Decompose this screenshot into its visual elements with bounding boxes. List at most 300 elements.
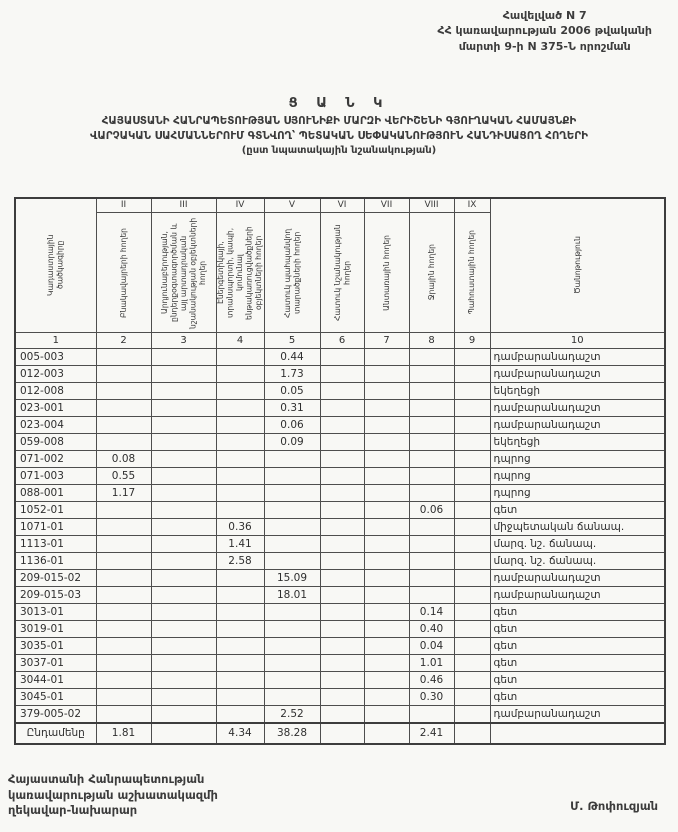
cell-value xyxy=(264,689,320,706)
column-index: 2 xyxy=(96,333,151,349)
cell-value xyxy=(320,604,364,621)
column-header-settlement-lands xyxy=(96,198,151,333)
cell-value xyxy=(151,383,216,400)
table-row xyxy=(15,638,665,655)
column-index: 4 xyxy=(216,333,264,349)
cell-value xyxy=(216,451,264,468)
cell-value xyxy=(264,553,320,570)
cell-value xyxy=(216,689,264,706)
cell-note: եկեղեցի xyxy=(490,383,665,400)
table-row xyxy=(15,417,665,434)
cell-value xyxy=(454,570,490,587)
cell-value xyxy=(409,451,454,468)
column-label: Անտառային հողեր xyxy=(381,234,391,311)
cell-value xyxy=(454,604,490,621)
cell-note: դամբարանադաշտ xyxy=(490,570,665,587)
cell-value xyxy=(96,689,151,706)
cell-value xyxy=(264,672,320,689)
cell-value xyxy=(96,519,151,536)
cell-value xyxy=(96,621,151,638)
cell-cadastral-code: 3019-01 xyxy=(15,621,96,638)
cell-note: դամբարանադաշտ xyxy=(490,349,665,366)
table-row xyxy=(15,502,665,519)
cell-cadastral-code: 023-004 xyxy=(15,417,96,434)
cell-cadastral-code: 3037-01 xyxy=(15,655,96,672)
column-index: 7 xyxy=(364,333,409,349)
table-row xyxy=(15,570,665,587)
cell-value xyxy=(151,519,216,536)
cell-value xyxy=(364,570,409,587)
cell-value: 1.41 xyxy=(216,536,264,553)
authority-line: Հայաստանի Հանրապետության xyxy=(8,772,205,786)
cell-value xyxy=(151,434,216,451)
column-header-note xyxy=(490,198,665,333)
column-label: Ծանոթություն xyxy=(572,236,582,294)
cell-value xyxy=(96,706,151,724)
annex-line: մարտի 9-ի N 375-Ն որոշման xyxy=(458,39,631,53)
cell-value xyxy=(454,621,490,638)
land-table-wrapper xyxy=(14,197,666,745)
cell-value xyxy=(320,672,364,689)
cell-note: դպրոց xyxy=(490,485,665,502)
cell-value xyxy=(364,400,409,417)
cell-value xyxy=(96,604,151,621)
cell-value xyxy=(151,485,216,502)
cell-value xyxy=(320,502,364,519)
cell-value xyxy=(151,502,216,519)
table-row xyxy=(15,553,665,570)
cell-value xyxy=(216,672,264,689)
cell-value xyxy=(454,468,490,485)
column-label: Արդյունաբերության, ընդերքօգտագործման և այլ արտադրական նշանակության օբյեկտների հողեր xyxy=(159,216,207,329)
subtitle-line: ՀԱՅԱՍՏԱՆԻ ՀԱՆՐԱՊԵՏՈՒԹՅԱՆ ՍՅՈՒՆԻՔԻ ՄԱՐԶԻ ՎԵՐԻՇԵՆԻ ԳՅՈՒՂԱԿԱՆ ՀԱՄԱՅՆՔԻ xyxy=(101,115,577,127)
cell-value xyxy=(409,400,454,417)
cell-value xyxy=(409,706,454,724)
cell-value xyxy=(454,383,490,400)
cell-value xyxy=(454,485,490,502)
cell-value xyxy=(454,417,490,434)
cell-cadastral-code: 3035-01 xyxy=(15,638,96,655)
table-row xyxy=(15,383,665,400)
table-row xyxy=(15,689,665,706)
cell-value xyxy=(216,400,264,417)
column-index: 1 xyxy=(15,333,96,349)
cell-value: 2.52 xyxy=(264,706,320,724)
land-category-table xyxy=(14,197,666,745)
cell-value xyxy=(96,587,151,604)
cell-note: գետ xyxy=(490,621,665,638)
table-row xyxy=(15,519,665,536)
column-label: Պահուստային հողեր xyxy=(467,230,477,315)
cell-value xyxy=(364,383,409,400)
cell-value xyxy=(364,689,409,706)
cell-value xyxy=(454,451,490,468)
cell-value xyxy=(216,434,264,451)
cell-value xyxy=(151,655,216,672)
subtitle-note: (ըստ նպատակային նշանակության) xyxy=(241,144,437,156)
cell-cadastral-code: 012-008 xyxy=(15,383,96,400)
cell-value xyxy=(320,587,364,604)
cell-value xyxy=(364,553,409,570)
table-row xyxy=(15,706,665,724)
table-row xyxy=(15,672,665,689)
annex-line: Հավելված N 7 xyxy=(502,9,587,22)
cell-value xyxy=(320,638,364,655)
table-row xyxy=(15,655,665,672)
cell-value xyxy=(320,570,364,587)
cell-value xyxy=(454,366,490,383)
cell-value: 15.09 xyxy=(264,570,320,587)
cell-note: դամբարանադաշտ xyxy=(490,417,665,434)
cell-value xyxy=(216,485,264,502)
table-row xyxy=(15,451,665,468)
total-value xyxy=(454,723,490,744)
total-value: 1.81 xyxy=(96,723,151,744)
cell-value xyxy=(96,349,151,366)
cell-value xyxy=(264,485,320,502)
cell-value xyxy=(151,570,216,587)
cell-value xyxy=(151,638,216,655)
cell-value xyxy=(454,536,490,553)
cell-note: գետ xyxy=(490,689,665,706)
cell-value xyxy=(454,519,490,536)
cell-value: 0.14 xyxy=(409,604,454,621)
column-label: Ջրային հողեր xyxy=(426,244,436,301)
cell-value xyxy=(409,587,454,604)
column-header-industrial-lands xyxy=(151,198,216,333)
cell-value xyxy=(264,502,320,519)
cell-cadastral-code: 1052-01 xyxy=(15,502,96,519)
cell-value xyxy=(151,689,216,706)
cell-value xyxy=(454,706,490,724)
cell-value: 1.17 xyxy=(96,485,151,502)
cell-note: մարզ. նշ. ճանապ. xyxy=(490,536,665,553)
cell-value xyxy=(364,451,409,468)
cell-value xyxy=(96,536,151,553)
cell-value xyxy=(454,689,490,706)
cell-value: 0.04 xyxy=(409,638,454,655)
cell-note: գետ xyxy=(490,502,665,519)
cell-cadastral-code: 209-015-03 xyxy=(15,587,96,604)
cell-value: 0.05 xyxy=(264,383,320,400)
total-note xyxy=(490,723,665,744)
cell-value xyxy=(320,383,364,400)
cell-cadastral-code: 209-015-02 xyxy=(15,570,96,587)
cell-cadastral-code: 3013-01 xyxy=(15,604,96,621)
cell-value xyxy=(320,434,364,451)
cell-value xyxy=(151,451,216,468)
cell-value xyxy=(364,502,409,519)
column-label: Հատուկ նշանակության հողեր xyxy=(332,224,351,321)
authority-line: ղեկավար-նախարար xyxy=(8,803,138,818)
column-index: 8 xyxy=(409,333,454,349)
cell-note: դպրոց xyxy=(490,468,665,485)
cell-value xyxy=(320,519,364,536)
cell-value xyxy=(364,349,409,366)
table-row xyxy=(15,468,665,485)
cell-cadastral-code: 3044-01 xyxy=(15,672,96,689)
total-value xyxy=(320,723,364,744)
cell-value xyxy=(454,587,490,604)
column-numeral: VI xyxy=(321,199,364,213)
cell-value xyxy=(216,468,264,485)
cell-value xyxy=(409,366,454,383)
cell-value xyxy=(320,536,364,553)
table-row xyxy=(15,434,665,451)
cell-cadastral-code: 3045-01 xyxy=(15,689,96,706)
column-index: 6 xyxy=(320,333,364,349)
table-body xyxy=(15,349,665,724)
cell-value xyxy=(454,400,490,417)
cell-value xyxy=(364,519,409,536)
column-header-special-purpose-lands xyxy=(320,198,364,333)
authority-line: կառավարության աշխատակազմի xyxy=(8,787,218,802)
cell-value xyxy=(320,485,364,502)
cell-value: 2.58 xyxy=(216,553,264,570)
cell-value xyxy=(264,468,320,485)
cell-value xyxy=(264,638,320,655)
column-label: Կադաստրային ծածկագիրը xyxy=(46,234,65,296)
cell-cadastral-code: 379-005-02 xyxy=(15,706,96,724)
cell-value: 0.36 xyxy=(216,519,264,536)
cell-value xyxy=(364,604,409,621)
cell-value xyxy=(454,672,490,689)
cell-value: 0.55 xyxy=(96,468,151,485)
cell-value xyxy=(264,655,320,672)
cell-value xyxy=(151,672,216,689)
cell-note: դամբարանադաշտ xyxy=(490,366,665,383)
column-header-reserve-lands xyxy=(454,198,490,333)
cell-value: 0.08 xyxy=(96,451,151,468)
cell-value xyxy=(320,349,364,366)
cell-value xyxy=(364,672,409,689)
signing-authority-block xyxy=(8,772,218,819)
cell-value: 0.09 xyxy=(264,434,320,451)
cell-value xyxy=(151,468,216,485)
cell-value xyxy=(364,536,409,553)
cell-value xyxy=(454,434,490,451)
table-header-row xyxy=(15,198,665,333)
total-label: Ընդամենը xyxy=(15,723,96,744)
cell-value xyxy=(364,366,409,383)
cell-value xyxy=(151,400,216,417)
cell-note: միջպետական ճանապ. xyxy=(490,519,665,536)
cell-value xyxy=(264,621,320,638)
column-label: Բնակավայրերի հողեր xyxy=(118,227,128,318)
cell-cadastral-code: 1071-01 xyxy=(15,519,96,536)
cell-note: դամբարանադաշտ xyxy=(490,400,665,417)
cell-value: 0.40 xyxy=(409,621,454,638)
cell-value xyxy=(409,485,454,502)
table-row xyxy=(15,400,665,417)
cell-value xyxy=(151,587,216,604)
cell-value xyxy=(409,417,454,434)
cell-value: 0.44 xyxy=(264,349,320,366)
cell-value xyxy=(264,519,320,536)
column-numeral: V xyxy=(265,199,320,213)
cell-value xyxy=(96,434,151,451)
cell-value xyxy=(409,536,454,553)
signature-name: Մ. Թոփուզյան xyxy=(570,799,658,813)
cell-value xyxy=(320,689,364,706)
cell-value xyxy=(216,570,264,587)
cell-value xyxy=(96,502,151,519)
cell-value xyxy=(151,349,216,366)
cell-value xyxy=(151,621,216,638)
cell-value xyxy=(364,655,409,672)
cell-value xyxy=(409,570,454,587)
cell-value xyxy=(364,468,409,485)
cell-value xyxy=(454,655,490,672)
column-header-forest-lands xyxy=(364,198,409,333)
cell-value xyxy=(264,604,320,621)
column-numeral: II xyxy=(97,199,151,213)
cell-value xyxy=(96,400,151,417)
cell-cadastral-code: 005-003 xyxy=(15,349,96,366)
cell-note: դամբարանադաշտ xyxy=(490,706,665,724)
cell-value xyxy=(216,621,264,638)
cell-value xyxy=(409,553,454,570)
column-header-protected-lands xyxy=(264,198,320,333)
table-row xyxy=(15,349,665,366)
cell-value xyxy=(320,400,364,417)
table-row xyxy=(15,604,665,621)
cell-value xyxy=(96,366,151,383)
cell-value: 1.73 xyxy=(264,366,320,383)
cell-value xyxy=(216,706,264,724)
total-value: 2.41 xyxy=(409,723,454,744)
cell-note: դամբարանադաշտ xyxy=(490,587,665,604)
column-label: Հատուկ պահպանվող տարածքների հողեր xyxy=(282,227,301,318)
cell-value xyxy=(409,349,454,366)
cell-cadastral-code: 071-003 xyxy=(15,468,96,485)
annex-line: ՀՀ կառավարության 2006 թվականի xyxy=(437,24,652,38)
cell-value xyxy=(364,638,409,655)
cell-value xyxy=(364,434,409,451)
subtitle-line: ՎԱՐՉԱԿԱՆ ՍԱՀՄԱՆՆԵՐՈՒՄ ԳՏՆՎՈՂ՝ ՊԵՏԱԿԱՆ ՍԵՓԱԿԱՆՈՒԹՅՈՒՆ ՀԱՆԴԻՍԱՑՈՂ ՀՈՂԵՐԻ xyxy=(90,129,588,142)
cell-note: գետ xyxy=(490,604,665,621)
cell-note: գետ xyxy=(490,672,665,689)
cell-value xyxy=(216,502,264,519)
column-numeral: IX xyxy=(455,199,490,213)
total-value xyxy=(151,723,216,744)
column-index: 9 xyxy=(454,333,490,349)
cell-value xyxy=(364,621,409,638)
cell-value xyxy=(96,570,151,587)
cell-value: 0.30 xyxy=(409,689,454,706)
cell-value: 0.06 xyxy=(264,417,320,434)
cell-cadastral-code: 088-001 xyxy=(15,485,96,502)
total-value xyxy=(364,723,409,744)
cell-cadastral-code: 1113-01 xyxy=(15,536,96,553)
total-value: 4.34 xyxy=(216,723,264,744)
column-numeral: III xyxy=(152,199,216,213)
cell-value xyxy=(216,638,264,655)
cell-value xyxy=(320,655,364,672)
cell-value xyxy=(96,417,151,434)
cell-value xyxy=(364,417,409,434)
cell-value: 0.06 xyxy=(409,502,454,519)
cell-value xyxy=(216,604,264,621)
cell-cadastral-code: 023-001 xyxy=(15,400,96,417)
table-row xyxy=(15,536,665,553)
cell-value xyxy=(216,587,264,604)
annex-reference-block xyxy=(437,8,652,54)
column-header-water-lands xyxy=(409,198,454,333)
cell-value xyxy=(96,638,151,655)
column-numeral: VIII xyxy=(410,199,454,213)
column-header-infrastructure-lands xyxy=(216,198,264,333)
cell-value xyxy=(409,383,454,400)
cell-value xyxy=(216,349,264,366)
column-header-code xyxy=(15,198,96,333)
cell-value: 0.46 xyxy=(409,672,454,689)
cell-value xyxy=(151,553,216,570)
table-row xyxy=(15,587,665,604)
cell-value xyxy=(320,366,364,383)
cell-note: դպրոց xyxy=(490,451,665,468)
cell-value xyxy=(151,604,216,621)
cell-cadastral-code: 071-002 xyxy=(15,451,96,468)
cell-value xyxy=(364,587,409,604)
cell-value xyxy=(216,366,264,383)
cell-value xyxy=(96,383,151,400)
cell-value xyxy=(409,519,454,536)
column-index: 3 xyxy=(151,333,216,349)
column-index-row xyxy=(15,333,665,349)
column-label: Էներգետիկայի, տրանսպորտի, կապի, կոմունալ ենթակառուցվածքների օբյեկտների հողեր xyxy=(216,225,264,320)
table-row xyxy=(15,621,665,638)
cell-cadastral-code: 012-003 xyxy=(15,366,96,383)
cell-value xyxy=(216,417,264,434)
cell-value xyxy=(264,536,320,553)
cell-cadastral-code: 059-008 xyxy=(15,434,96,451)
total-value: 38.28 xyxy=(264,723,320,744)
cell-note: եկեղեցի xyxy=(490,434,665,451)
cell-value xyxy=(454,502,490,519)
column-numeral: IV xyxy=(217,199,264,213)
cell-value xyxy=(264,451,320,468)
column-index: 5 xyxy=(264,333,320,349)
cell-value xyxy=(409,468,454,485)
cell-value xyxy=(151,706,216,724)
cell-value xyxy=(96,553,151,570)
cell-value xyxy=(320,451,364,468)
cell-value xyxy=(320,468,364,485)
cell-value xyxy=(320,621,364,638)
cell-value xyxy=(216,383,264,400)
document-subtitle xyxy=(0,114,678,144)
cell-note: գետ xyxy=(490,655,665,672)
title-block xyxy=(0,96,678,156)
cell-value xyxy=(364,706,409,724)
cell-value xyxy=(151,536,216,553)
table-row xyxy=(15,485,665,502)
cell-value xyxy=(151,417,216,434)
cell-value xyxy=(454,553,490,570)
cell-value xyxy=(364,485,409,502)
cell-value xyxy=(409,434,454,451)
cell-value xyxy=(320,553,364,570)
cell-value xyxy=(151,366,216,383)
cell-value xyxy=(320,417,364,434)
cell-value xyxy=(320,706,364,724)
cell-value: 18.01 xyxy=(264,587,320,604)
page-title: Ց Ա Ն Կ xyxy=(288,96,390,111)
cell-value xyxy=(454,349,490,366)
cell-value xyxy=(216,655,264,672)
cell-value: 1.01 xyxy=(409,655,454,672)
